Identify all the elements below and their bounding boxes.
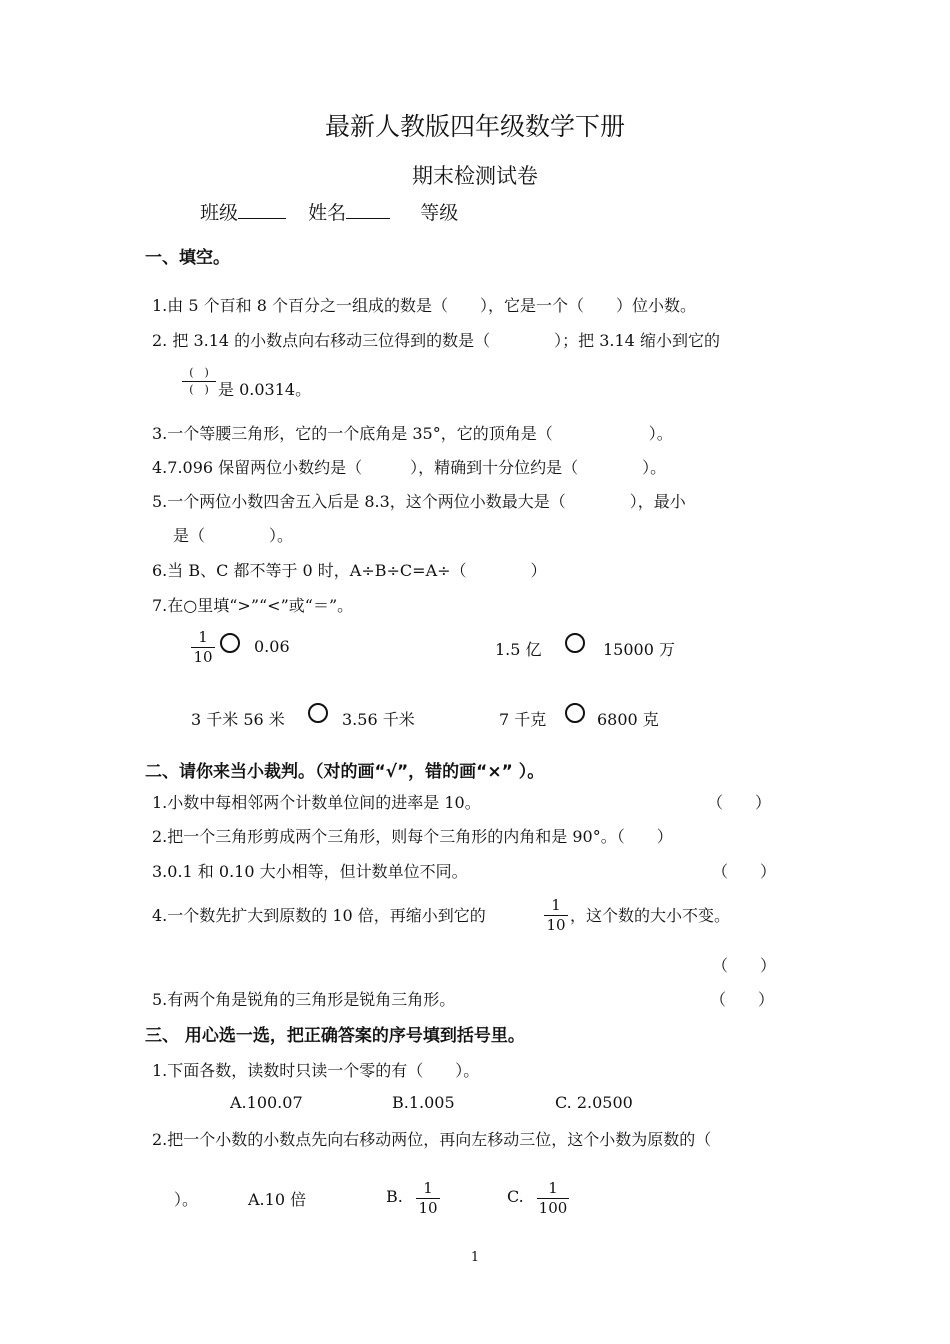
s3-q1-option-b[interactable]: B.1.005 — [392, 1093, 455, 1112]
s2-q4-fraction — [544, 897, 568, 934]
cmp-d-left: 7 千克 — [499, 710, 547, 729]
name-field[interactable] — [346, 200, 390, 219]
s2-q4-answer[interactable]: （ ） — [712, 956, 777, 975]
fraction-numerator: 1 — [198, 628, 208, 646]
s3-q1-option-a[interactable]: A.100.07 — [230, 1093, 303, 1112]
s2-question-5: 5.有两个角是锐角的三角形是锐角三角形。 — [152, 990, 456, 1009]
s2-q5-answer[interactable]: （ ） — [710, 990, 775, 1009]
section-1-heading: 一、填空。 — [145, 248, 230, 268]
compare-circle-c[interactable] — [308, 703, 328, 723]
compare-circle-d[interactable] — [565, 703, 585, 723]
class-label: 班级 — [200, 202, 239, 224]
s1-question-3: 3.一个等腰三角形，它的一个底角是 35°，它的顶角是（ ）。 — [152, 424, 673, 443]
s3-q1-option-c[interactable]: C. 2.0500 — [555, 1093, 633, 1112]
s2-question-2: 2.把一个三角形剪成两个三角形，则每个三角形的内角和是 90°。（ ） — [152, 827, 673, 846]
cmp-c-left: 3 千米 56 米 — [191, 710, 285, 729]
s1-question-6: 6.当 B、C 都不等于 0 时，A÷B÷C=A÷（ ） — [152, 561, 547, 580]
s2-question-4-cont: ，这个数的大小不变。 — [570, 906, 731, 925]
class-field[interactable] — [238, 200, 286, 219]
s2-question-1: 1.小数中每相邻两个计数单位间的进率是 10。 — [152, 793, 481, 812]
s1-q2-fraction — [182, 366, 216, 397]
fraction-numerator: 1 — [548, 1179, 558, 1197]
compare-circle-b[interactable] — [565, 633, 585, 653]
s2-q1-answer[interactable]: （ ） — [707, 793, 772, 812]
s3-question-2-end: ）。 — [174, 1190, 199, 1209]
compare-circle-a[interactable] — [220, 633, 240, 653]
fraction-denominator: ( ) — [189, 383, 209, 396]
s2-q3-answer[interactable]: （ ） — [712, 862, 777, 881]
grade-label: 等级 — [420, 202, 459, 224]
fraction-numerator: ( ) — [189, 366, 209, 379]
fraction-numerator: 1 — [423, 1179, 433, 1197]
s2-question-4: 4.一个数先扩大到原数的 10 倍，再缩小到它的 — [152, 906, 486, 925]
s3-q2-c-fraction — [537, 1180, 569, 1217]
student-info-row — [200, 198, 458, 225]
page-number: 1 — [470, 1250, 480, 1265]
s1-question-5-cont: 是（ ）。 — [173, 526, 294, 545]
s3-q2-option-a[interactable]: A.10 倍 — [248, 1190, 307, 1209]
s1-question-2-cont: 是 0.0314。 — [218, 380, 312, 399]
cmp-a-fraction — [191, 629, 215, 666]
s1-question-7: 7.在○里填“>”“<”或“＝”。 — [152, 596, 354, 615]
fraction-numerator: 1 — [551, 896, 561, 914]
name-label: 姓名 — [308, 202, 347, 224]
section-2-heading: 二、请你来当小裁判。（对的画“√”，错的画“×” ）。 — [145, 762, 545, 782]
page-title: 最新人教版四年级数学下册 — [324, 112, 625, 141]
s3-q2-b-fraction — [416, 1180, 440, 1217]
cmp-b-left: 1.5 亿 — [495, 640, 542, 659]
s1-question-2: 2. 把 3.14 的小数点向右移动三位得到的数是（ ）；把 3.14 缩小到它的 — [152, 331, 720, 350]
s3-question-2: 2.把一个小数的小数点先向右移动两位，再向左移动三位，这个小数为原数的（ — [152, 1130, 712, 1149]
page-subtitle: 期末检测试卷 — [412, 164, 538, 188]
s2-question-3: 3.0.1 和 0.10 大小相等，但计数单位不同。 — [152, 862, 468, 881]
s1-question-5: 5.一个两位小数四舍五入后是 8.3，这个两位小数最大是（ ），最小 — [152, 492, 686, 511]
cmp-d-right: 6800 克 — [597, 710, 659, 729]
s1-question-1: 1.由 5 个百和 8 个百分之一组成的数是（ ），它是一个（ ）位小数。 — [152, 296, 696, 315]
s3-q2-option-b[interactable]: B. — [386, 1187, 403, 1206]
s3-q2-option-c[interactable]: C. — [507, 1187, 524, 1206]
fraction-denominator: 100 — [538, 1199, 568, 1217]
cmp-c-right: 3.56 千米 — [342, 710, 415, 729]
s1-question-4: 4.7.096 保留两位小数约是（ ），精确到十分位约是（ ）。 — [152, 458, 667, 477]
cmp-b-right: 15000 万 — [603, 640, 675, 659]
fraction-denominator: 10 — [418, 1199, 438, 1217]
cmp-a-right: 0.06 — [254, 637, 290, 656]
fraction-denominator: 10 — [546, 916, 566, 934]
section-3-heading: 三、 用心选一选，把正确答案的序号填到括号里。 — [145, 1026, 525, 1046]
fraction-denominator: 10 — [193, 648, 213, 666]
s3-question-1: 1.下面各数，读数时只读一个零的有（ ）。 — [152, 1061, 480, 1080]
